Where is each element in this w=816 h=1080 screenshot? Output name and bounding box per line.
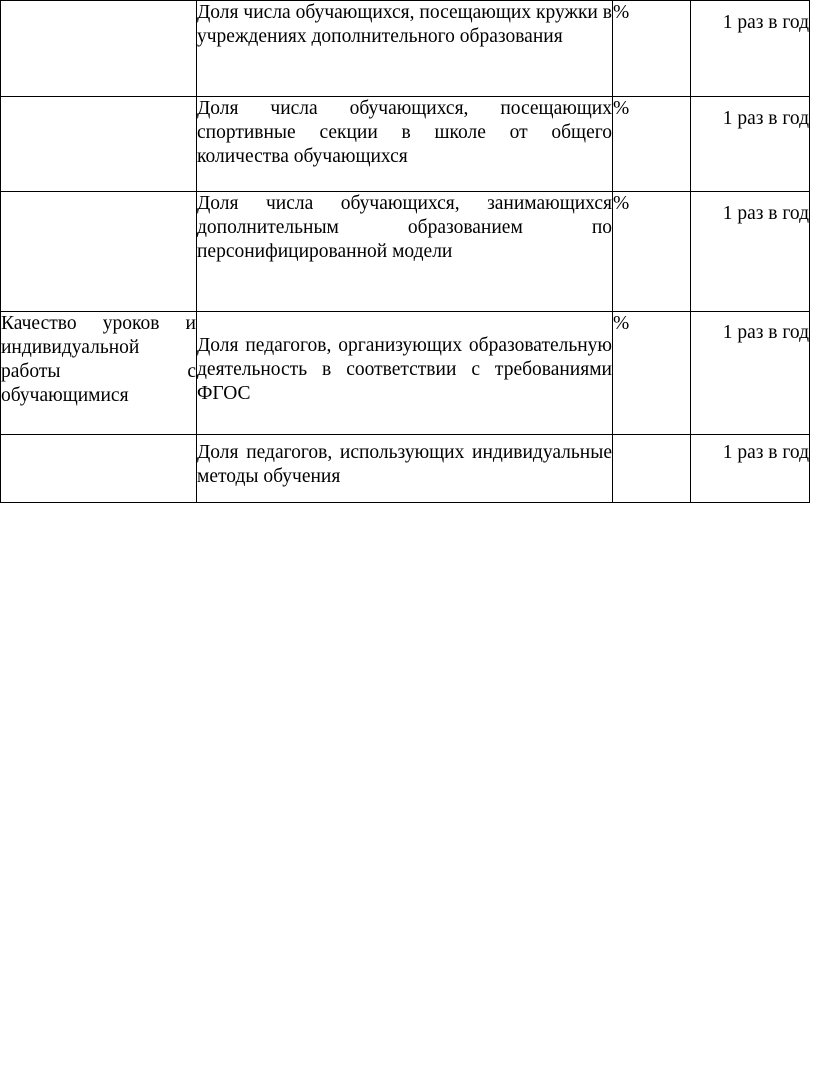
frequency-cell: 1 раз в год (691, 97, 810, 192)
table-row (1, 435, 810, 503)
frequency-cell: 1 раз в год (691, 192, 810, 312)
indicator-cell: Доля педагогов, использующих индивидуальные методы обучения (197, 435, 613, 503)
criterion-cell (1, 435, 197, 503)
table-row (1, 1, 810, 97)
criterion-cell: Качество уроков и индивидуальной работы с обучающимися (1, 312, 197, 435)
indicator-cell: Доля педагогов, организующих образовательную деятельность в соответствии с требованиями ФГОС (197, 312, 613, 435)
unit-cell: % (613, 192, 691, 312)
unit-cell: % (613, 312, 691, 435)
indicator-cell: Доля числа обучающихся, посещающих спортивные секции в школе от общего количества обучающихся (197, 97, 613, 192)
table-row (1, 192, 810, 312)
unit-cell: % (613, 1, 691, 97)
indicator-cell: Доля числа обучающихся, занимающихся дополнительным образованием по персонифицированной модели (197, 192, 613, 312)
criterion-cell (1, 1, 197, 97)
criterion-cell (1, 97, 197, 192)
indicator-cell: Доля числа обучающихся, посещающих кружки в учреждениях дополнительного образования (197, 1, 613, 97)
monitoring-table (0, 0, 810, 503)
table-row (1, 312, 810, 435)
unit-cell: % (613, 97, 691, 192)
table-row (1, 97, 810, 192)
frequency-cell: 1 раз в год (691, 435, 810, 503)
frequency-cell: 1 раз в год (691, 312, 810, 435)
unit-cell (613, 435, 691, 503)
criterion-cell (1, 192, 197, 312)
frequency-cell: 1 раз в год (691, 1, 810, 97)
